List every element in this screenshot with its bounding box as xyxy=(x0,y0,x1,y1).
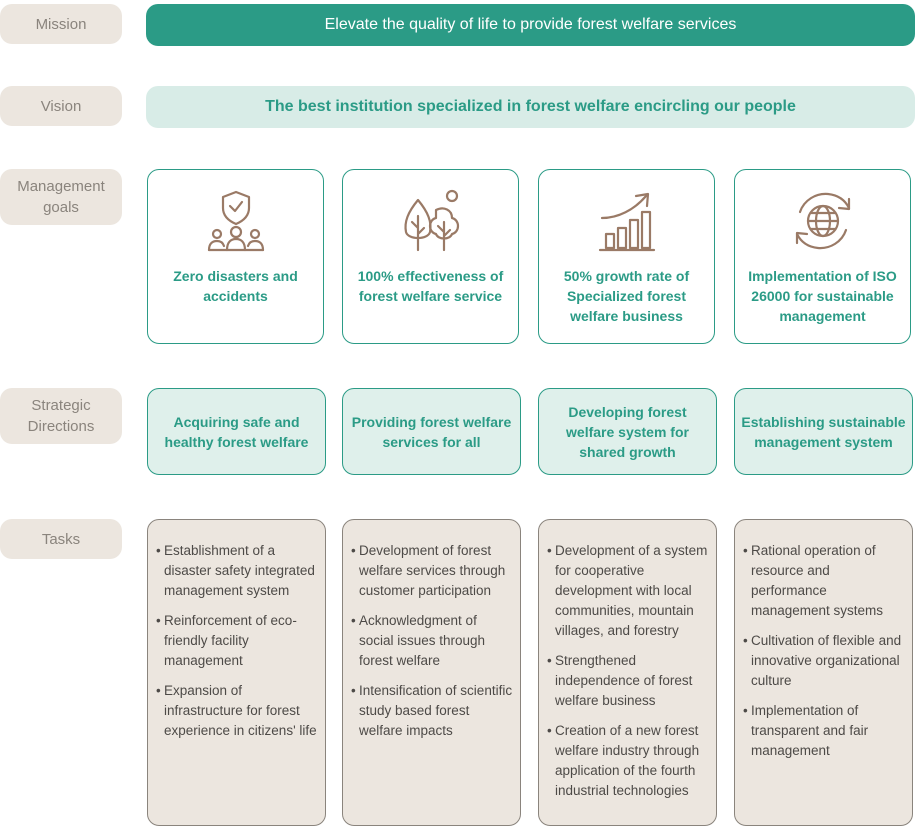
goal-card-1 xyxy=(147,169,324,344)
tasks-column-2 xyxy=(342,519,521,826)
goal-card-3 xyxy=(538,169,715,344)
strategic-direction-1: Acquiring safe and healthy forest welfare xyxy=(147,388,326,475)
task-item: • Cultivation of flexible and innovative organizational culture xyxy=(743,631,906,691)
tasks-column-4 xyxy=(734,519,913,826)
strategic-direction-3: Developing forest welfare system for shared growth xyxy=(538,388,717,475)
mission-label: Mission xyxy=(0,4,122,44)
task-item: • Strengthened independence of forest welfare business xyxy=(547,651,710,711)
strategic-directions-label: Strategic Directions xyxy=(0,388,122,444)
tasks-column-1 xyxy=(147,519,326,826)
task-item: • Acknowledgment of social issues through forest welfare xyxy=(351,611,514,671)
task-item: • Development of a system for cooperative development with local communities, mountain villages, and forestry xyxy=(547,541,710,641)
task-item: • Establishment of a disaster safety integrated management system xyxy=(156,541,319,601)
strategic-direction-4: Establishing sustainable management system xyxy=(734,388,913,475)
goal-text: 100% effectiveness of forest welfare service xyxy=(357,268,504,304)
task-item: • Rational operation of resource and performance management systems xyxy=(743,541,906,621)
task-item: • Implementation of transparent and fair management xyxy=(743,701,906,761)
safety-people-icon xyxy=(203,188,269,254)
task-item: • Expansion of infrastructure for forest experience in citizens' life xyxy=(156,681,319,741)
goal-text: Implementation of ISO 26000 for sustainable management xyxy=(748,268,897,324)
task-item: • Reinforcement of eco-friendly facility management xyxy=(156,611,319,671)
goal-text: 50% growth rate of Specialized forest welfare business xyxy=(563,268,690,324)
forest-trees-icon xyxy=(398,188,464,254)
task-item: • Intensification of scientific study based forest welfare impacts xyxy=(351,681,514,741)
growth-chart-icon xyxy=(594,188,660,254)
goal-text: Zero disasters and accidents xyxy=(173,268,298,304)
task-item: • Creation of a new forest welfare industry through application of the fourth industrial technologies xyxy=(547,721,710,801)
globe-cycle-icon xyxy=(790,188,856,254)
vision-banner: The best institution specialized in forest welfare encircling our people xyxy=(146,86,915,128)
task-item: • Development of forest welfare services through customer participation xyxy=(351,541,514,601)
goal-card-2 xyxy=(342,169,519,344)
goal-card-4 xyxy=(734,169,911,344)
tasks-column-3 xyxy=(538,519,717,826)
strategic-direction-2: Providing forest welfare services for all xyxy=(342,388,521,475)
management-goals-label: Management goals xyxy=(0,169,122,225)
mission-banner: Elevate the quality of life to provide forest welfare services xyxy=(146,4,915,46)
tasks-label: Tasks xyxy=(0,519,122,559)
vision-label: Vision xyxy=(0,86,122,126)
